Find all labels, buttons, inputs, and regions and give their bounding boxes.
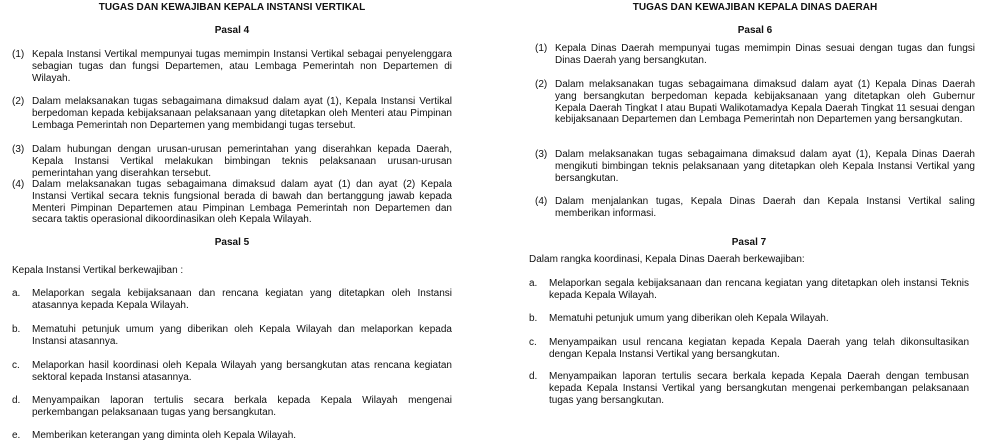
pasal-7-intro: Dalam rangka koordinasi, Kepala Dinas Daerah berkewajiban:	[529, 254, 805, 265]
item-text: Dalam melaksanakan tugas sebagaimana dimaksud dalam ayat (1) dan ayat (2) Kepala Instansi Vertikal secara teknis fungsional berada di bawah dan bertanggung jawab kepada Menteri Pimpinan Departemen atau Pimpinan Lembaga Pemerintah non Departemen dan secara taktis operasional dikoordinasikan oleh Kepala Wilayah.	[32, 179, 452, 226]
list-item	[12, 96, 452, 131]
item-text: Melaporkan hasil koordinasi oleh Kepala Wilayah yang bersangkutan atas rencana kegiatan sektoral kepada Instansi atasannya.	[32, 360, 452, 383]
item-letter: a.	[12, 288, 21, 299]
item-number: (3)	[12, 144, 25, 155]
list-item	[12, 324, 452, 348]
item-letter: d.	[529, 371, 538, 382]
item-text: Melaporkan segala kebijaksanaan dan rencana kegiatan yang ditetapkan oleh Instansi atasannya kepada Kepala Wilayah.	[32, 288, 452, 311]
item-number: (3)	[535, 149, 548, 160]
item-text: Dalam menjalankan tugas, Kepala Dinas Daerah dan Kepala Instansi Vertikal saling memberikan informasi.	[555, 196, 975, 219]
pasal-7-heading: Pasal 7	[731, 237, 767, 248]
item-number: (2)	[12, 96, 25, 107]
list-item	[529, 371, 969, 406]
item-text: Melaporkan segala kebijaksanaan dan rencana kegiatan yang ditetapkan oleh instansi Teknis kepada Kepala Wilayah.	[549, 278, 969, 301]
item-letter: c.	[529, 337, 537, 348]
item-text: Memberikan keterangan yang diminta oleh Kepala Wilayah.	[32, 430, 297, 441]
list-item	[12, 430, 452, 442]
list-item	[12, 288, 452, 312]
item-text: Mematuhi petunjuk umum yang diberikan oleh Kepala Wilayah dan melaporkan kepada Instansi atasannya.	[32, 324, 452, 347]
item-letter: e.	[12, 430, 21, 441]
item-text: Dalam melaksanakan tugas sebagaimana dimaksud dalam ayat (1), Kepala Dinas Daerah mengikuti bimbingan teknis pelaksanaan yang ditetapkan oleh Kepala Instansi Vertikal yang bersangkutan.	[555, 149, 975, 184]
list-item	[529, 337, 969, 361]
list-item	[529, 278, 969, 302]
list-item	[535, 79, 975, 126]
list-item	[12, 49, 452, 84]
pasal-6-heading: Pasal 6	[737, 25, 773, 36]
list-item	[529, 313, 969, 325]
list-item	[12, 360, 452, 384]
pasal-5-intro: Kepala Instansi Vertikal berkewajiban :	[12, 265, 184, 276]
pasal-5-heading: Pasal 5	[214, 237, 250, 248]
item-text: Dalam hubungan dengan urusan-urusan pemerintahan yang diserahkan kepada Daerah, Kepala Instansi Vertikal melakukan bimbingan teknis pelaksanaan urusan-urusan pemerintahan yang diserahkan tersebut.	[32, 144, 452, 179]
list-item	[535, 149, 975, 184]
item-text: Menyampaikan laporan tertulis secara berkala kepada Kepala Wilayah mengenai perkembangan pelaksanaan tugas yang bersangkutan.	[32, 395, 452, 418]
list-item	[535, 43, 975, 67]
item-text: Mematuhi petunjuk umum yang diberikan oleh Kepala Wilayah.	[549, 313, 829, 324]
item-letter: a.	[529, 278, 538, 289]
section-title: TUGAS DAN KEWAJIBAN KEPALA DINAS DAERAH	[632, 2, 878, 13]
item-text: Kepala Instansi Vertikal mempunyai tugas memimpin Instansi Vertikal sebagai penyelenggara sebagian tugas dan fungsi Departemen, atau Lembaga Pemerintah non Departemen di Wilayah.	[32, 49, 452, 84]
item-letter: c.	[12, 360, 20, 371]
item-text: Dalam melaksanakan tugas sebagaimana dimaksud dalam ayat (1), Kepala Instansi Vertikal berpedoman kepada kebijaksanaan pelaksanaan yang ditetapkan oleh Menteri atau Pimpinan Lembaga Pemerintah non Departemen yang membidangi tugas tersebut.	[32, 96, 452, 131]
section-title: TUGAS DAN KEWAJIBAN KEPALA INSTANSI VERTIKAL	[98, 2, 366, 13]
item-text: Dalam melaksanakan tugas sebagaimana dimaksud dalam ayat (1) Kepala Dinas Daerah yang bersangkutan berpedoman kepada kebijaksanaan yang ditetapkan oleh Gubernur Kepala Daerah Tingkat I atau Bupati Walikotamadya Kepala Daerah Tingkat 11 sesuai dengan kebijaksanaan Departemen dan Lembaga Pemerintah non Departemen yang bersangkutan.	[555, 79, 975, 126]
item-number: (2)	[535, 79, 548, 90]
item-number: (1)	[12, 49, 25, 60]
list-item	[12, 144, 452, 179]
item-text: Menyampaikan usul rencana kegiatan kepada Kepala Daerah yang telah dikonsultasikan dengan Kepala Instansi Vertikal yang bersangkutan.	[549, 337, 969, 360]
item-number: (4)	[535, 196, 548, 207]
list-item	[12, 179, 452, 226]
list-item	[12, 395, 452, 419]
item-text: Kepala Dinas Daerah mempunyai tugas memimpin Dinas sesuai dengan tugas dan fungsi Dinas Daerah yang bersangkutan.	[555, 43, 975, 66]
item-letter: b.	[12, 324, 21, 335]
item-letter: d.	[12, 395, 21, 406]
item-letter: b.	[529, 313, 538, 324]
list-item	[535, 196, 975, 220]
pasal-4-heading: Pasal 4	[214, 25, 250, 36]
item-number: (1)	[535, 43, 548, 54]
item-number: (4)	[12, 179, 25, 190]
item-text: Menyampaikan laporan tertulis secara berkala kepada Kepala Daerah dengan tembusan kepada Kepala Instansi Vertikal yang bersangkutan mengenai perkembangan pelaksanaan tugas yang bersangkutan.	[549, 371, 969, 406]
